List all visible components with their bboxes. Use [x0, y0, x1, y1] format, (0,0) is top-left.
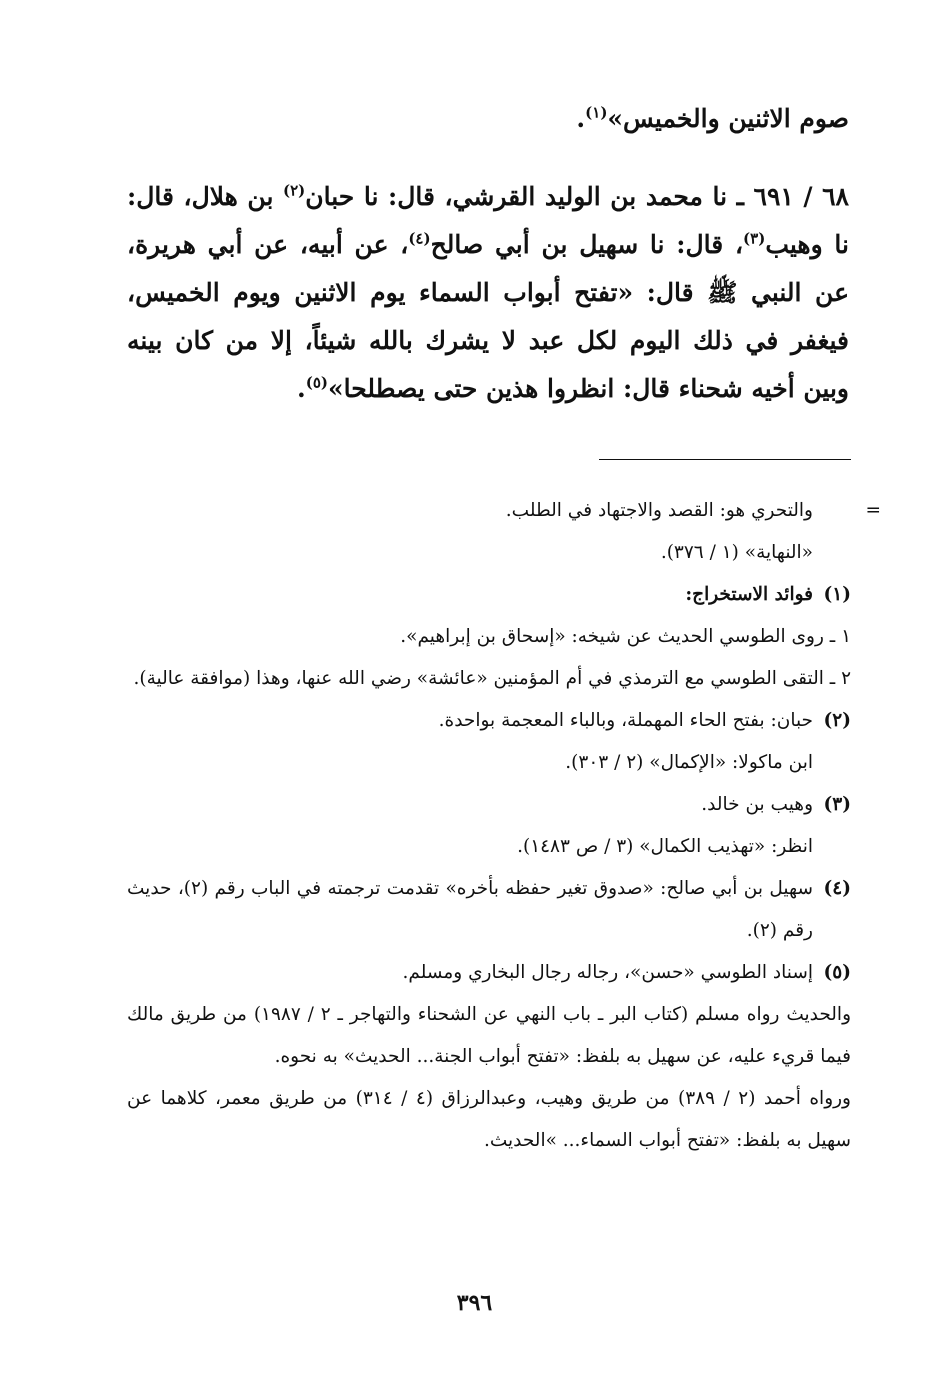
page-number: ٣٩٦: [456, 1290, 493, 1316]
footnote-ref-5: (٥): [305, 373, 328, 392]
footnote-number-4: (٤): [823, 878, 851, 899]
footnotes: [127, 490, 881, 1162]
continuation-line-2: «النهاية» (١ / ٣٧٦).: [660, 542, 813, 563]
opening-end: .: [576, 104, 586, 133]
footnote-1-heading: فوائد الاستخراج:: [685, 584, 813, 605]
opening-line: [127, 95, 849, 143]
footnote-1-item-1: [127, 616, 851, 658]
footnote-number-1: (١): [823, 584, 851, 605]
footnote-1-item-1-text: ١ ـ روى الطوسي الحديث عن شيخه: «إسحاق بن إبراهيم».: [400, 626, 851, 647]
continuation-line-1: والتحري هو: القصد والاجتهاد في الطلب.: [505, 500, 813, 521]
footnote-1-item-2-text: ٢ ـ التقى الطوسي مع الترمذي في أم المؤمنين «عائشة» رضي الله عنها، وهذا (موافقة عالية).: [133, 668, 851, 689]
hadith-part-2: بن هلال، قال: نا وهيب: [127, 182, 849, 259]
footnote-ref-4: (٤): [408, 229, 431, 248]
footnote-2-line-1: حبان: بفتح الحاء المهملة، وبالباء المعجمة بواحدة.: [438, 710, 813, 731]
footnote-1-item-2: [127, 658, 851, 700]
main-text: [127, 95, 849, 413]
footnote-ref-3: (٣): [743, 229, 766, 248]
footnote-continuation-source: [127, 532, 851, 574]
continuation-marker: =: [865, 500, 881, 521]
footnote-5-line-1: إسناد الطوسي «حسن»، رجاله رجال البخاري ومسلم.: [402, 962, 813, 983]
hadith-part-1: ٦٨ / ٦٩١ ـ نا محمد بن الوليد القرشي، قال: نا حبان: [305, 182, 849, 211]
footnote-3-line-2: انظر: «تهذيب الكمال» (٣ / ص ١٤٨٣).: [517, 836, 813, 857]
footnote-ref-1: (١): [585, 103, 608, 122]
footnote-number-2: (٢): [823, 710, 851, 731]
footnote-number-3: (٣): [823, 794, 851, 815]
hadith-paragraph: [127, 173, 849, 413]
footnote-3-line-1: وهيب بن خالد.: [701, 794, 813, 815]
footnote-3-source: [127, 826, 851, 868]
opening-text: صوم الاثنين والخميس»: [607, 104, 849, 133]
footnote-2-line-2: ابن ماكولا: «الإكمال» (٢ / ٣٠٣).: [565, 752, 813, 773]
hadith-part-3: ، قال: نا سهيل بن أبي صالح: [430, 230, 744, 259]
hadith-part-5: .: [297, 374, 306, 403]
hadith-part-4: ، عن أبيه، عن أبي هريرة، عن النبي ﷺ قال: «تفتح أبواب السماء يوم الاثنين ويوم الخميس، فيغفر في ذلك اليوم لكل عبد لا يشرك بالله شيئاً، إلا من كان بينه وبين أخيه شحناء قال: انظروا هذين حتى يصطلحا»: [127, 230, 849, 403]
footnote-1: [127, 574, 851, 616]
footnote-3: [127, 784, 851, 826]
footnote-5: [127, 952, 851, 994]
footnote-4-line-1: سهيل بن أبي صالح: «صدوق تغير حفظه بأخره» تقدمت ترجمته في الباب رقم (٢)، حديث رقم (٢).: [127, 878, 814, 941]
footnote-2-source: [127, 742, 851, 784]
footnote-divider: [599, 459, 851, 460]
footnote-4: [127, 868, 851, 952]
footnote-number-5: (٥): [823, 962, 851, 983]
footnote-5-muslim: [127, 994, 851, 1078]
footnote-5-line-3: ورواه أحمد (٢ / ٣٨٩) من طريق وهيب، وعبدالرزاق (٤ / ٣١٤) من طريق معمر، كلاهما عن سهيل به بلفظ: «تفتح أبواب السماء... »الحديث.: [127, 1088, 851, 1151]
footnote-ref-2: (٢): [283, 181, 306, 200]
footnote-5-line-2: والحديث رواه مسلم (كتاب البر ـ باب النهي عن الشحناء والتهاجر ـ ٢ / ١٩٨٧) من طريق مالك فيما قريء عليه، عن سهيل به بلفظ: «تفتح أبواب الجنة... الحديث» به نحوه.: [127, 1004, 852, 1067]
footnote-continuation: [127, 490, 881, 532]
footnote-5-ahmad: [127, 1078, 851, 1162]
footnote-2: [127, 700, 851, 742]
